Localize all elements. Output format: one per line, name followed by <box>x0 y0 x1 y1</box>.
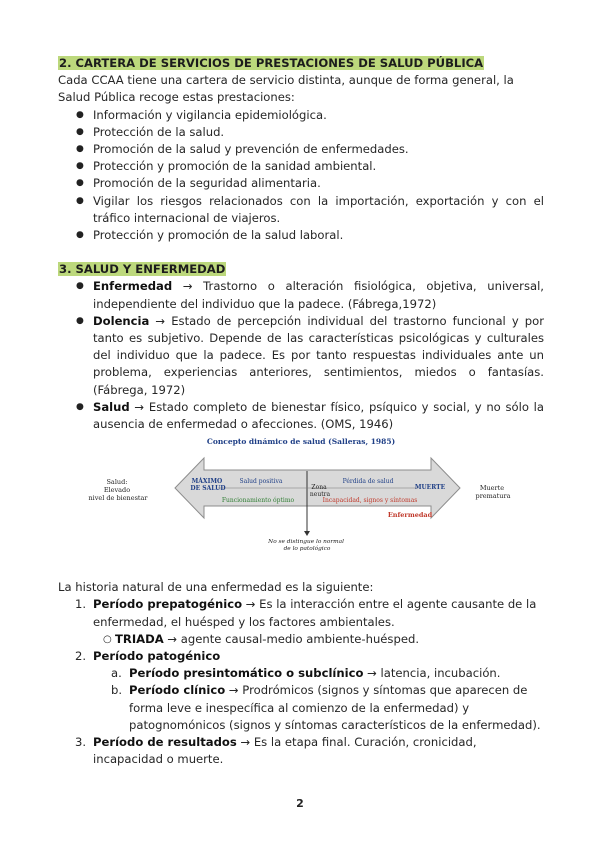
definition-item <box>58 399 544 433</box>
stage-item <box>58 734 544 768</box>
stage-number: 3. <box>75 735 87 750</box>
left-label: Salud: Elevado nivel de bienestar <box>88 478 148 503</box>
historia-list <box>58 596 544 630</box>
substage-text: → latencia, incubación. <box>363 666 501 681</box>
definition-term: Salud <box>93 399 130 414</box>
substage-term: Período clínico <box>129 683 226 698</box>
positive-health-label: Salud positiva <box>239 478 283 486</box>
definition-text: → Trastorno o alteración fisiológica, objetiva, universal, independiente del individuo que la padece. (Fábrega,1972) <box>93 279 544 311</box>
stage-item <box>58 648 544 665</box>
list-item: ● Protección y promoción de la salud laboral. <box>58 227 544 244</box>
neutral-note: No se distingue lo normal de lo patológico <box>268 539 344 553</box>
stage-term: Período prepatogénico <box>93 597 243 612</box>
substage-marker: b. <box>111 683 123 698</box>
health-continuum-diagram <box>58 435 544 571</box>
historia-intro: La historia natural de una enfermedad es la siguiente: <box>58 580 374 595</box>
health-loss-label: Pérdida de salud <box>342 478 394 486</box>
list-item: ● Vigilar los riesgos relacionados con la importación, exportación y con el tráfico internacional de viajeros. <box>58 193 544 227</box>
circle-bullet: ○ <box>103 633 112 645</box>
max-health-label: MÁXIMO DE SALUD <box>190 478 226 493</box>
list-item: ● Promoción de la seguridad alimentaria. <box>58 175 544 192</box>
triad-term: TRIADA <box>115 631 164 646</box>
section3-list <box>58 278 544 433</box>
triad-item <box>58 631 544 648</box>
stage-text: → Es la interacción entre el agente causante de la enfermedad, el huésped y los factores ambientales. <box>93 597 537 629</box>
disease-label: Enfermedad <box>387 511 433 520</box>
right-label: Muerte prematura <box>475 484 511 501</box>
substage-term: Período presintomático o subclínico <box>129 666 364 681</box>
triad-text: → agente causal-medio ambiente-huésped. <box>163 631 420 646</box>
stage-number: 1. <box>75 597 87 612</box>
list-item: ● Protección de la salud. <box>58 124 544 141</box>
substage-marker: a. <box>111 666 122 681</box>
document-page <box>58 55 544 769</box>
list-item: ● Información y vigilancia epidemiológica. <box>58 107 544 124</box>
neutral-zone-label: Zona neutra <box>309 484 331 499</box>
historia-list-2 <box>58 648 544 665</box>
stage-item <box>58 596 544 630</box>
stage-term: Período patogénico <box>93 649 221 664</box>
section3-heading: 3. SALUD Y ENFERMEDAD <box>59 262 226 277</box>
historia-list-3 <box>58 734 544 768</box>
disability-label: Incapacidad, signos y síntomas <box>322 497 418 505</box>
definition-term: Enfermedad <box>93 279 173 294</box>
substage-text: → Prodrómicos (signos y síntomas que aparecen de forma leve e inespecífica al comienzo de la enfermedad) y patognomónicos (signos y síntomas característicos de la enfermedad). <box>129 683 541 732</box>
stage-number: 2. <box>75 649 87 664</box>
definition-text: → Estado de percepción individual del trastorno funcional y por tanto es subjetivo. Depende de las características psicológicas y culturales del individuo que la padece. Es por tanto respuestas individuales ante un problema, experiencias anteriores, sentimientos, miedos o fantasías. (Fábrega, 1972) <box>93 313 544 397</box>
section2-heading: 2. CARTERA DE SERVICIOS DE PRESTACIONES DE SALUD PÚBLICA <box>59 56 484 70</box>
list-item: ● Protección y promoción de la sanidad ambiental. <box>58 158 544 175</box>
stage-text: → Es la etapa final. Curación, cronicidad, incapacidad o muerte. <box>93 735 477 767</box>
optimal-function-label: Funcionamiento óptimo <box>221 497 295 505</box>
definition-text: → Estado completo de bienestar físico, psíquico y social, y no sólo la ausencia de enfermedad o afecciones. (OMS, 1946) <box>93 399 544 432</box>
definition-item <box>58 278 544 312</box>
stage-term: Período de resultados <box>93 735 237 750</box>
section2-list <box>58 107 544 245</box>
definition-term: Dolencia <box>93 313 150 328</box>
death-label: MUERTE <box>414 484 446 492</box>
health-concept-figure <box>58 435 544 571</box>
substage-item <box>58 682 544 734</box>
definition-item <box>58 313 544 399</box>
substage-item <box>58 665 544 682</box>
section2-intro: Cada CCAA tiene una cartera de servicio distinta, aunque de forma general, la Salud Pública recoge estas prestaciones: <box>58 73 514 105</box>
arrowhead-down <box>304 531 310 536</box>
figure-title: Concepto dinámico de salud (Salleras, 1985) <box>206 437 396 447</box>
page-number: 2 <box>296 797 304 810</box>
list-item: ● Promoción de la salud y prevención de enfermedades. <box>58 141 544 158</box>
